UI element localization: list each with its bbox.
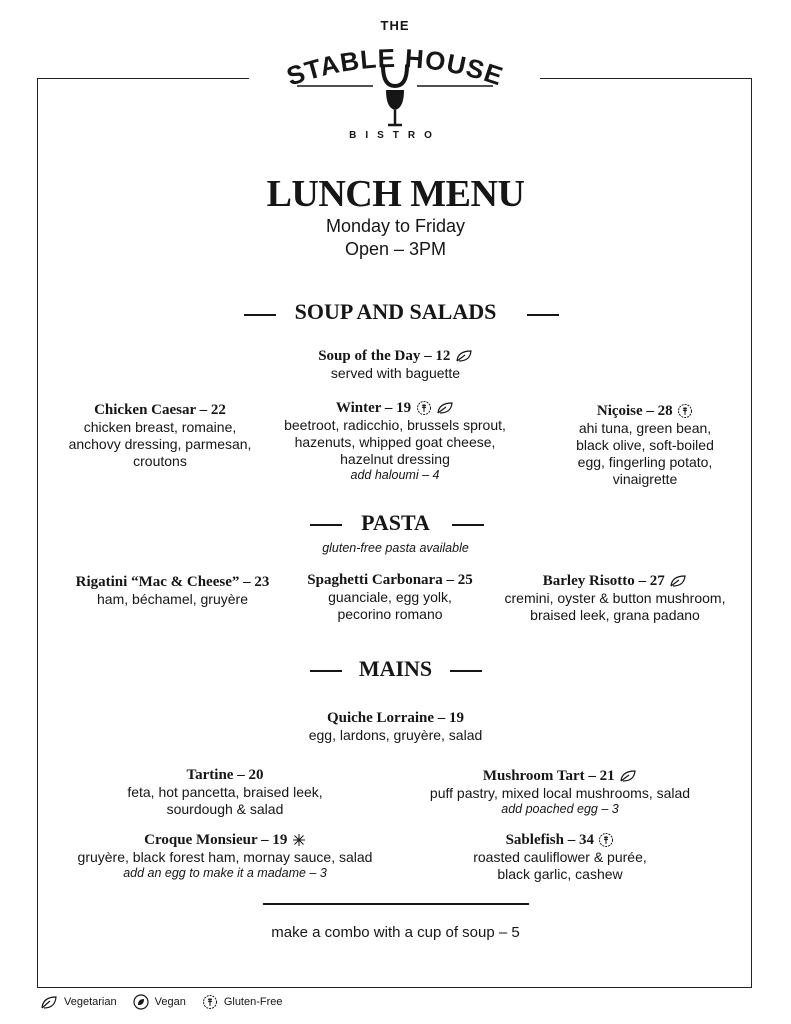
item-desc: pecorino romano — [337, 606, 443, 622]
item-desc: vinaigrette — [612, 471, 678, 487]
item-desc: beetroot, radicchio, brussels sprout, — [284, 417, 506, 433]
wheat-circle-icon — [677, 403, 693, 419]
section-title-pasta: PASTA — [361, 510, 430, 535]
item-desc: black garlic, cashew — [497, 866, 623, 882]
combo-text: make a combo with a cup of soup – 5 — [271, 924, 520, 941]
item-name: Mushroom Tart – 21 — [482, 768, 615, 784]
menu-item-sablefish — [410, 831, 710, 883]
legend-vegan: Vegan — [154, 996, 186, 1008]
pasta-note: gluten-free pasta available — [322, 541, 469, 555]
leaf-icon — [40, 994, 58, 1010]
wheat-circle-icon — [416, 400, 432, 416]
legend-gluten-free: Gluten-Free — [223, 996, 283, 1008]
item-name: Rigatini “Mac & Cheese” – 23 — [75, 574, 270, 590]
item-name: Spaghetti Carbonara – 25 — [307, 572, 473, 588]
menu-item-rigatini — [45, 574, 300, 608]
item-desc: cremini, oyster & button mushroom, — [504, 590, 726, 606]
item-desc: sourdough & salad — [166, 801, 284, 817]
section-dash-right — [452, 524, 484, 526]
page-title: LUNCH MENU — [266, 173, 525, 215]
item-desc: black olive, soft-boiled — [576, 437, 714, 453]
leaf-icon — [619, 769, 637, 783]
item-name: Sablefish – 34 — [505, 832, 594, 848]
item-desc: ham, béchamel, gruyère — [97, 591, 248, 607]
menu-item-quiche — [0, 710, 791, 744]
logo-the: THE — [380, 18, 410, 33]
section-dash-right — [527, 314, 559, 316]
item-desc: ahi tuna, green bean, — [578, 420, 712, 436]
item-desc: hazenuts, whipped goat cheese, — [294, 434, 496, 450]
days-text: Monday to Friday — [325, 216, 466, 236]
menu-item-winter — [265, 399, 525, 482]
item-name: Tartine – 20 — [186, 767, 264, 783]
item-desc: served with baguette — [330, 365, 461, 381]
menu-item-mushroom-tart — [400, 767, 720, 816]
item-addon: add haloumi – 4 — [350, 468, 440, 482]
item-desc: croutons — [133, 453, 187, 469]
item-name: Chicken Caesar – 22 — [94, 402, 226, 418]
item-addon: add an egg to make it a madame – 3 — [123, 866, 327, 880]
item-desc: puff pastry, mixed local mushrooms, salad — [429, 785, 691, 801]
item-desc: hazelnut dressing — [340, 451, 450, 467]
item-name: Croque Monsieur – 19 — [144, 832, 288, 848]
item-name: Soup of the Day – 12 — [318, 348, 451, 364]
item-desc: gruyère, black forest ham, mornay sauce, salad — [77, 849, 373, 865]
item-desc: egg, lardons, gruyère, salad — [308, 727, 483, 743]
item-desc: guanciale, egg yolk, — [328, 589, 452, 605]
item-desc: feta, hot pancetta, braised leek, — [127, 784, 323, 800]
menu-item-soup — [0, 347, 791, 382]
logo — [255, 10, 535, 140]
section-title-soup-salads: SOUP AND SALADS — [294, 299, 497, 324]
item-desc: braised leek, grana padano — [530, 607, 700, 623]
logo-name: STABLE HOUSE — [282, 42, 508, 92]
logo-bistro: BISTRO — [349, 130, 441, 141]
menu-item-barley-risotto — [480, 572, 750, 624]
frame-top-right-line — [540, 78, 752, 79]
section-dash-right — [450, 670, 482, 672]
snowflake-icon — [292, 833, 306, 847]
section-title-mains: MAINS — [358, 656, 433, 681]
leaf-icon — [455, 349, 473, 363]
menu-item-croque-monsieur — [55, 831, 395, 880]
menu-item-tartine — [100, 767, 350, 818]
legend — [40, 994, 283, 1010]
item-name: Quiche Lorraine – 19 — [326, 710, 465, 726]
leaf-icon — [436, 401, 454, 415]
item-desc: egg, fingerling potato, — [577, 454, 713, 470]
wheat-circle-icon — [598, 832, 614, 848]
menu-item-nicoise — [545, 402, 745, 488]
hours-text: Open – 3PM — [344, 239, 447, 259]
menu-item-carbonara — [280, 572, 500, 623]
item-addon: add poached egg – 3 — [501, 802, 619, 816]
item-name: Niçoise – 28 — [596, 403, 673, 419]
item-desc: roasted cauliflower & purée, — [473, 849, 647, 865]
legend-vegetarian: Vegetarian — [64, 996, 117, 1008]
logo-mark — [255, 28, 535, 138]
wheat-circle-icon — [202, 994, 218, 1010]
vegan-leaf-circle-icon — [133, 994, 149, 1010]
leaf-icon — [669, 574, 687, 588]
item-desc: chicken breast, romaine, — [83, 419, 237, 435]
frame-top-left-line — [37, 78, 249, 79]
item-name: Barley Risotto – 27 — [542, 573, 665, 589]
item-desc: anchovy dressing, parmesan, — [68, 436, 252, 452]
menu-item-chicken-caesar — [45, 402, 275, 470]
combo-divider — [263, 903, 529, 905]
item-name: Winter – 19 — [335, 400, 412, 416]
